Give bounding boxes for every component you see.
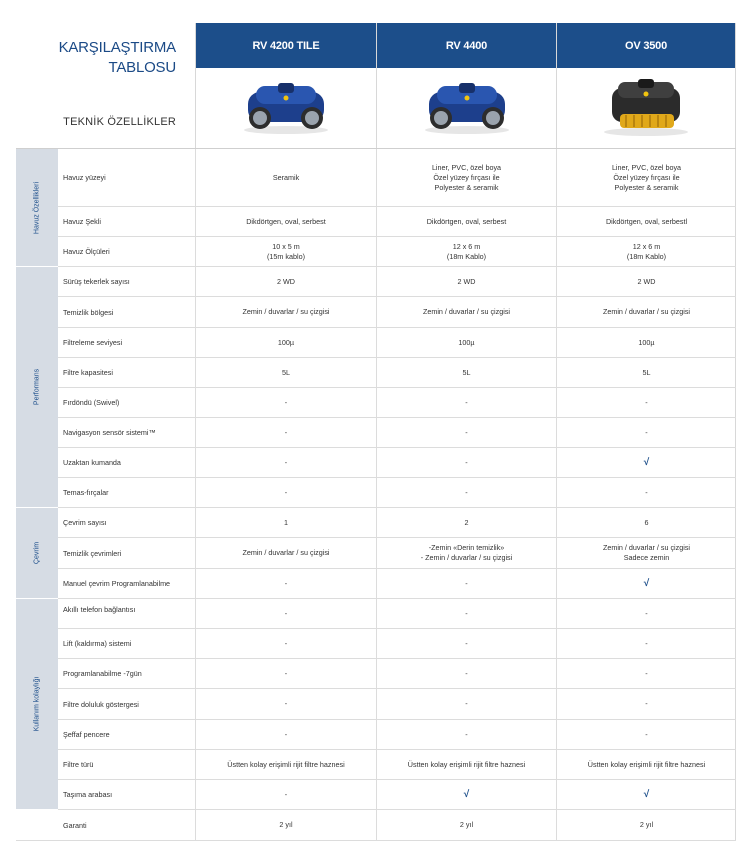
cell-product-2: 100µ — [377, 328, 557, 357]
cell-product-2: Liner, PVC, özel boya Özel yüzey fırçası ile Polyester & seramik — [377, 149, 557, 206]
row-label: Lift (kaldırma) sistemi — [58, 629, 196, 658]
group-cevrim: Çevrim — [16, 508, 58, 599]
row-label: Havuz Ölçüleri — [58, 237, 196, 266]
cell-product-3: - — [645, 638, 648, 648]
black-robot-icon — [598, 78, 694, 138]
product-image-3 — [557, 68, 735, 147]
cell-product-3: Dikdörtgen, oval, serbestl — [605, 216, 688, 226]
cell-product-3: 6 — [644, 517, 649, 527]
table-row — [58, 478, 736, 508]
row-label: Manuel çevrim Programlanabilme — [58, 569, 196, 598]
cell-product-2: Üstten kolay erişimli rijit filtre haznesi — [377, 750, 557, 779]
cell-product-1: Dikdörtgen, oval, serbest — [196, 207, 377, 236]
row-label: Sürüş tekerlek sayısı — [58, 267, 196, 296]
row-label: Filtre türü — [58, 750, 196, 779]
cell-product-1: Zemin / duvarlar / su çizgisi — [196, 538, 377, 568]
cell-product-3: 5L — [642, 367, 651, 377]
page-title — [16, 38, 176, 78]
table-row — [58, 629, 736, 659]
cell-product-3: - — [645, 729, 648, 739]
row-label: Fırdöndü (Swivel) — [58, 388, 196, 417]
group-havuz-ozellikleri: Havuz Özellikleri — [16, 149, 58, 267]
row-label: Filtre doluluk göstergesi — [58, 689, 196, 719]
cell-product-3: Üstten kolay erişimli rijit filtre haznesi — [587, 759, 706, 769]
cell-product-1: - — [196, 659, 377, 688]
row-label: Programlanabilme -7gün — [58, 659, 196, 688]
table-row — [58, 297, 736, 328]
table-row — [58, 689, 736, 720]
cell-product-3: - — [645, 487, 648, 497]
cell-product-2: - — [377, 448, 557, 477]
product-header-1: RV 4200 TILE — [196, 23, 376, 68]
title-line-2: TABLOSU — [108, 59, 176, 76]
cell-product-3: - — [645, 608, 648, 618]
row-label: Havuz Şekli — [58, 207, 196, 236]
cell-product-2: 2 — [377, 508, 557, 537]
table-row — [58, 599, 736, 629]
row-label: Navigasyon sensör sistemi™ — [58, 418, 196, 447]
title-line-1: KARŞILAŞTIRMA — [58, 39, 176, 56]
table-row — [58, 149, 736, 207]
blue-robot-icon — [419, 80, 515, 136]
cell-product-1: 2 yıl — [196, 810, 377, 840]
table-row — [58, 538, 736, 569]
table-row — [58, 328, 736, 358]
cell-product-3 — [557, 569, 736, 598]
cell-product-1: 10 x 5 m (15m kablo) — [196, 237, 377, 266]
table-row — [58, 358, 736, 388]
cell-product-2: - — [377, 418, 557, 447]
row-label: Garanti — [16, 810, 196, 840]
cell-product-3: - — [645, 427, 648, 437]
group-performans: Performans — [16, 267, 58, 508]
cell-product-2: - — [377, 629, 557, 658]
cell-product-1: Seramik — [196, 149, 377, 206]
table-row — [58, 508, 736, 538]
table-row — [58, 418, 736, 448]
cell-product-1: - — [196, 418, 377, 447]
cell-product-3: 12 x 6 m (18m Kablo) — [626, 241, 667, 261]
cell-product-1: 100µ — [196, 328, 377, 357]
cell-product-3: 2 WD — [637, 276, 656, 286]
row-label: Filtreleme seviyesi — [58, 328, 196, 357]
row-label: Havuz yüzeyi — [58, 149, 196, 206]
cell-product-1: Zemin / duvarlar / su çizgisi — [196, 297, 377, 327]
cell-product-2: 2 yıl — [377, 810, 557, 840]
table-row — [58, 207, 736, 237]
cell-product-3: 2 yıl — [639, 820, 654, 829]
cell-product-1: Üstten kolay erişimli rijit filtre haznesi — [196, 750, 377, 779]
row-label: Taşıma arabası — [58, 780, 196, 809]
group-kullanim-kolayligi: Kullanım kolaylığı — [16, 599, 58, 810]
table-row — [58, 267, 736, 297]
table-row — [58, 720, 736, 750]
cell-product-2: Dikdörtgen, oval, serbest — [377, 207, 557, 236]
cell-product-1: - — [196, 629, 377, 658]
table-row — [16, 810, 736, 841]
product-image-1 — [196, 68, 376, 147]
cell-product-3 — [557, 780, 736, 809]
cell-product-1: - — [196, 720, 377, 749]
row-label: Filtre kapasitesi — [58, 358, 196, 387]
table-row — [58, 750, 736, 780]
table-row — [58, 780, 736, 810]
row-label: Temizlik bölgesi — [58, 297, 196, 327]
row-label: Çevrim sayısı — [58, 508, 196, 537]
cell-product-2: - — [377, 388, 557, 417]
cell-product-1: - — [196, 599, 377, 628]
table-row — [58, 448, 736, 478]
row-label: Şeffaf pencere — [58, 720, 196, 749]
cell-product-1: 1 — [196, 508, 377, 537]
cell-product-2: - — [377, 659, 557, 688]
check-icon: √ — [643, 788, 650, 800]
cell-product-2: - — [377, 569, 557, 598]
cell-product-3: Liner, PVC, özel boya Özel yüzey fırçası ile Polyester & seramik — [611, 162, 682, 192]
table-row — [58, 388, 736, 418]
cell-product-1: - — [196, 569, 377, 598]
cell-product-2: -Zemin «Derin temizlik» - Zemin / duvarlar / su çizgisi — [377, 538, 557, 568]
product-image-2 — [377, 68, 556, 147]
cell-product-3: Zemin / duvarlar / su çizgisi Sadece zemin — [602, 543, 691, 562]
cell-product-2: 5L — [377, 358, 557, 387]
blue-robot-icon — [238, 80, 334, 136]
cell-product-1: 5L — [196, 358, 377, 387]
cell-product-2: - — [377, 599, 557, 628]
table-row — [58, 237, 736, 267]
cell-product-1: - — [196, 689, 377, 719]
comparison-table — [16, 148, 736, 830]
cell-product-2 — [377, 780, 557, 809]
cell-product-2: 12 x 6 m (18m Kablo) — [377, 237, 557, 266]
cell-product-3: 100µ — [638, 337, 655, 347]
cell-product-2: - — [377, 478, 557, 507]
product-header-3: OV 3500 — [557, 23, 736, 68]
cell-product-1: - — [196, 388, 377, 417]
cell-product-1: - — [196, 780, 377, 809]
row-label: Uzaktan kumanda — [58, 448, 196, 477]
product-header-2: RV 4400 — [377, 23, 556, 68]
cell-product-2: Zemin / duvarlar / su çizgisi — [377, 297, 557, 327]
cell-product-3: - — [645, 668, 648, 678]
page-subtitle: TEKNİK ÖZELLİKLER — [63, 116, 176, 128]
cell-product-1: 2 WD — [196, 267, 377, 296]
cell-product-2: - — [377, 689, 557, 719]
cell-product-1: - — [196, 478, 377, 507]
check-icon: √ — [463, 788, 470, 800]
check-icon: √ — [643, 577, 650, 589]
row-label: Akıllı telefon bağlantısı — [58, 599, 196, 628]
row-label: Temizlik çevrimleri — [58, 538, 196, 568]
row-label: Temas-fırçalar — [58, 478, 196, 507]
cell-product-3: - — [645, 397, 648, 407]
table-row — [58, 569, 736, 599]
cell-product-3 — [557, 448, 736, 477]
cell-product-2: 2 WD — [377, 267, 557, 296]
cell-product-1: - — [196, 448, 377, 477]
cell-product-2: - — [377, 720, 557, 749]
cell-product-3: Zemin / duvarlar / su çizgisi — [602, 307, 691, 316]
table-row — [58, 659, 736, 689]
cell-product-3: - — [645, 699, 648, 708]
check-icon: √ — [643, 456, 650, 468]
